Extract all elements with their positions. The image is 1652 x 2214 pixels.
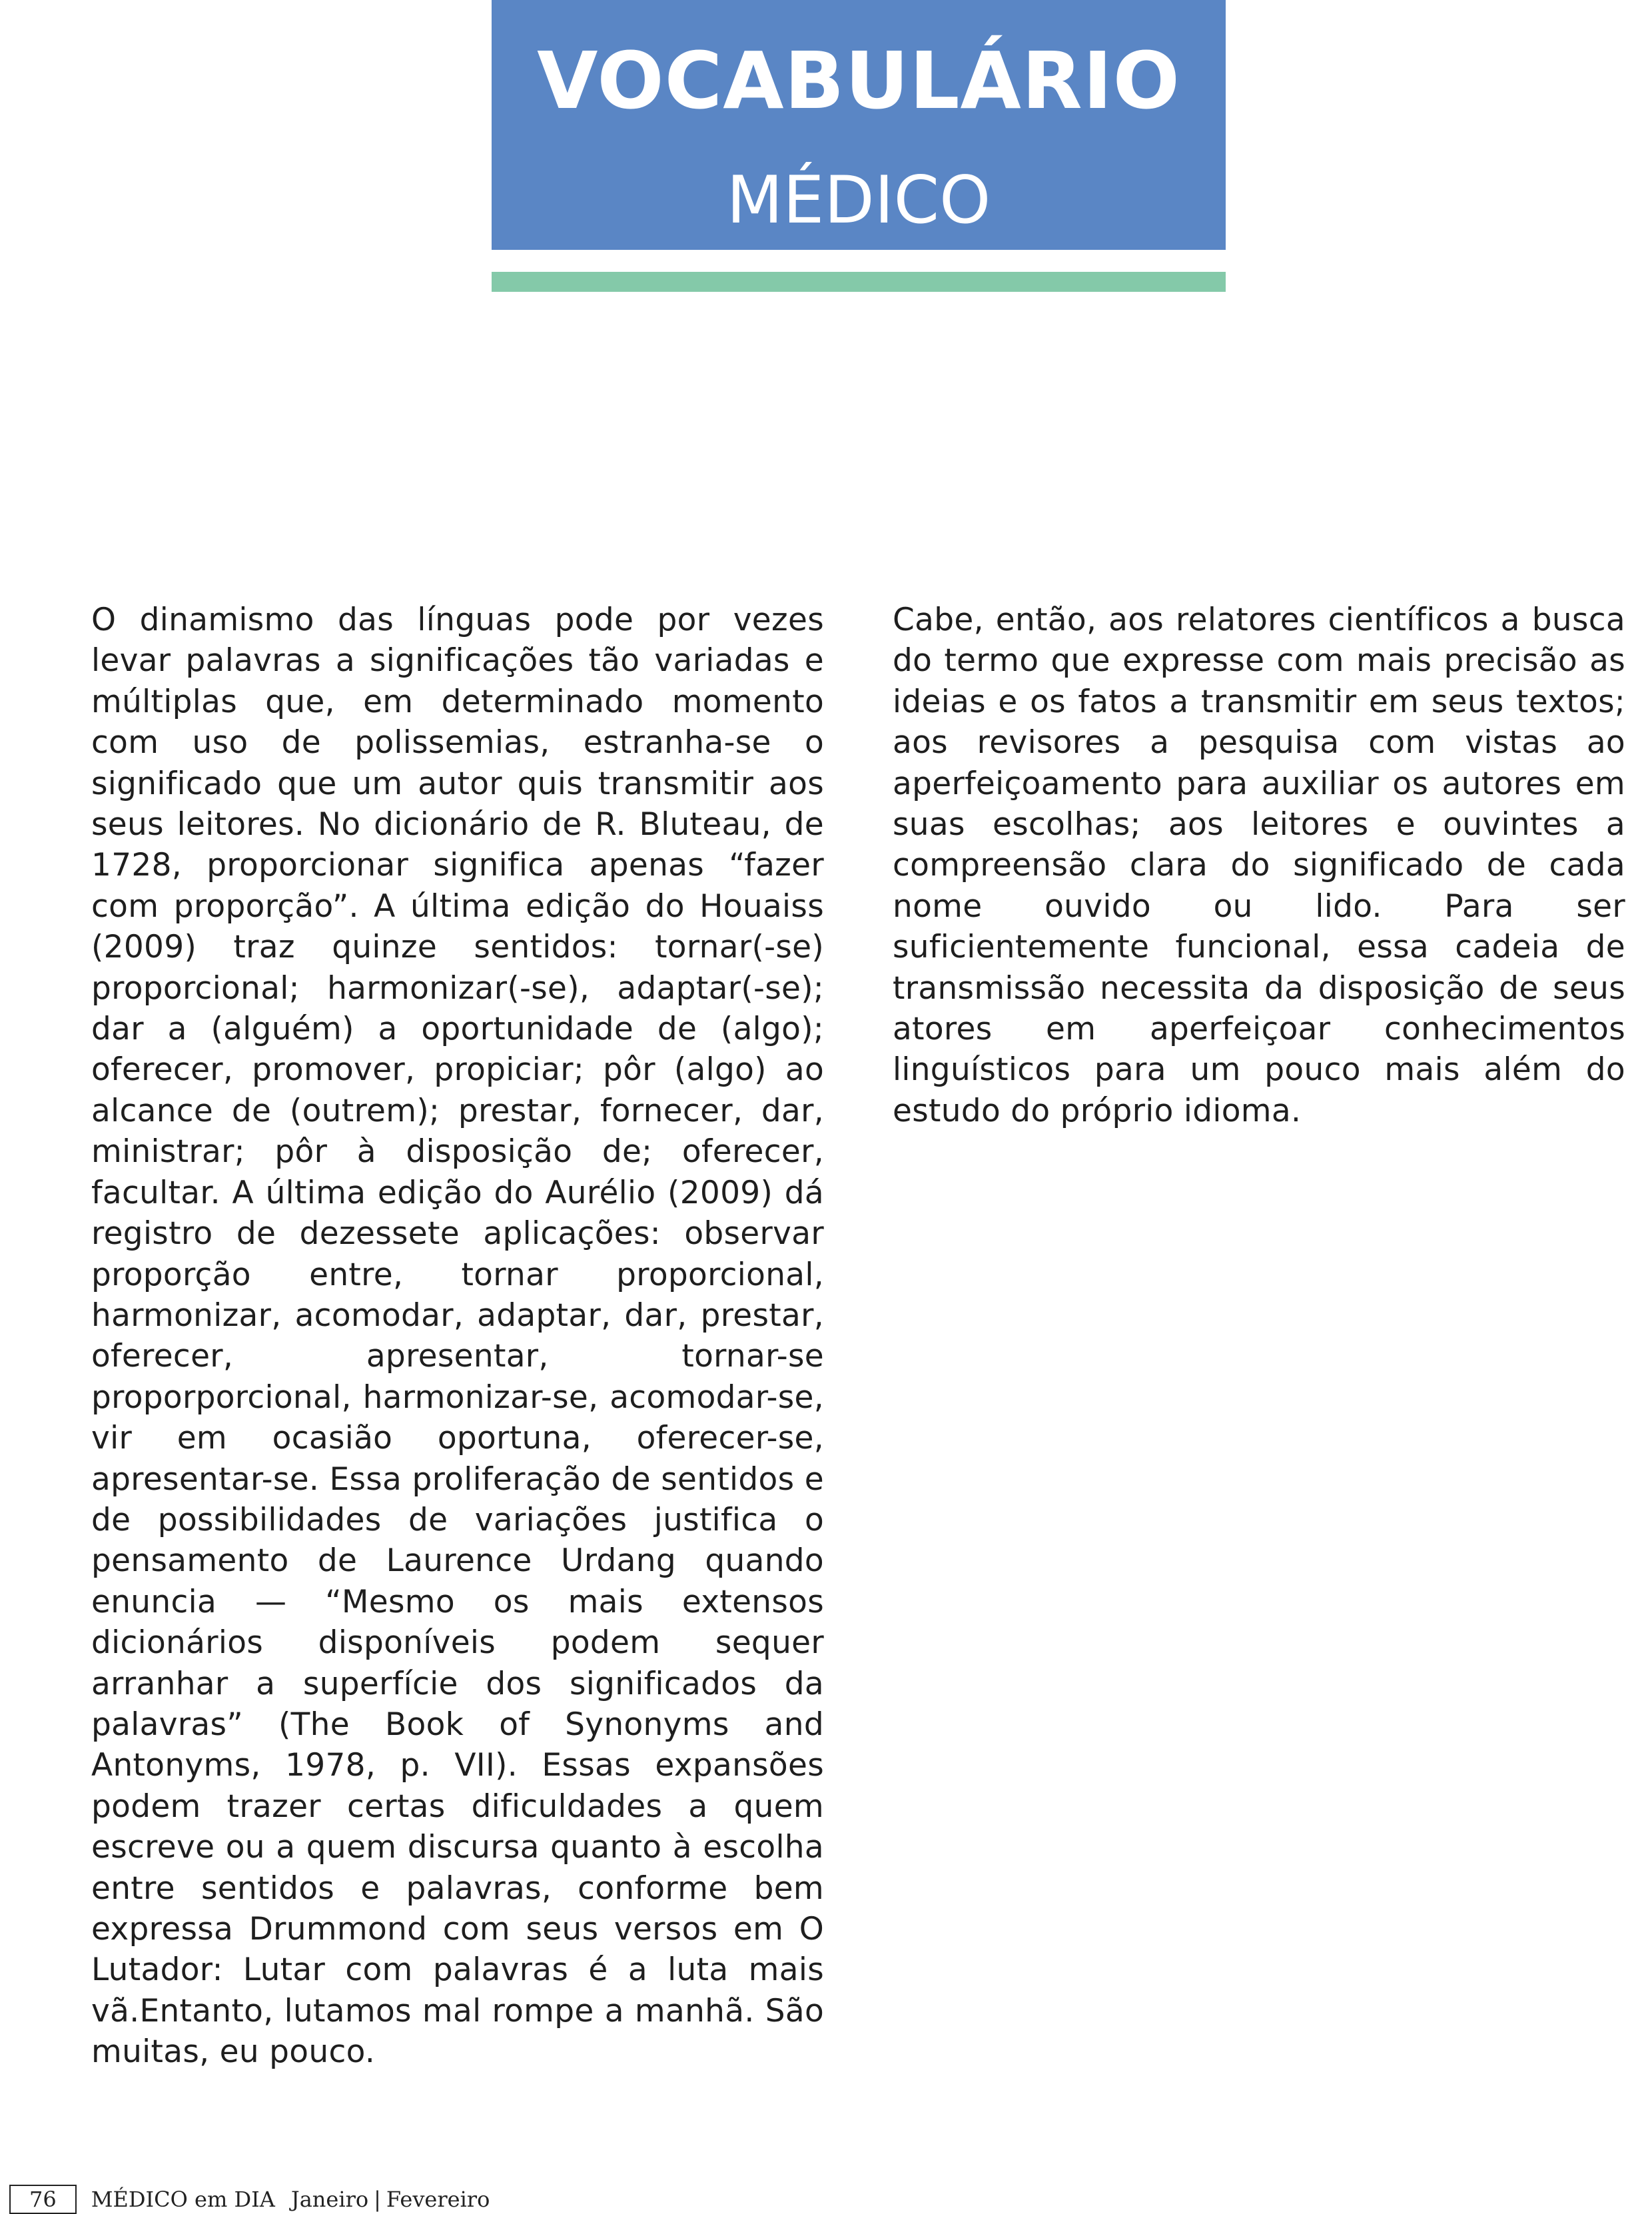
accent-rule <box>492 272 1226 292</box>
page-number: 76 <box>9 2185 77 2214</box>
issue-month-2: Fevereiro <box>386 2187 490 2212</box>
section-title-box <box>492 0 1226 250</box>
issue-month-1: Janeiro <box>290 2187 369 2212</box>
article-column-left: O dinamismo das línguas pode por vezes levar palavras a significações tão variadas e múltiplas que, em determinado momento com uso de polissemias, estranha-se o significado que um autor quis transmitir aos seus leitores. No dicionário de R. Bluteau, de 1728, proporcionar significa apenas “fazer com proporção”. A última edição do Houaiss (2009) traz quinze sentidos: tornar(-se) proporcional; harmonizar(-se), adaptar(-se); dar a (alguém) a oportunidade de (algo); oferecer, promover, propiciar; pôr (algo) ao alcance de (outrem); prestar, fornecer, dar, ministrar; pôr à disposição de; oferecer, facultar. A última edição do Aurélio (2009) dá registro de dezessete aplicações: observar proporção entre, tornar proporcional, harmonizar, acomodar, adaptar, dar, prestar, oferecer, apresentar, tornar-se proporporcional, harmonizar-se, acomodar-se, vir em ocasião oportuna, oferecer-se, apresentar-se. Essa proliferação de sentidos e de possibilidades de variações justifica o pensamento de Laurence Urdang quando enuncia — “Mesmo os mais extensos dicionários disponíveis podem sequer arranhar a superfície dos significados da palavras” (The Book of Synonyms and Antonyms, 1978, p. VII). Essas expansões podem trazer certas dificuldades a quem escreve ou a quem discursa quanto à escolha entre sentidos e palavras, conforme bem expressa Drummond com seus versos em O Lutador: Lutar com palavras é a luta mais vã.Entanto, lutamos mal rompe a manhã. São muitas, eu pouco. <box>91 602 824 2071</box>
page-footer <box>9 2185 490 2213</box>
section-subtitle: MÉDICO <box>726 163 991 239</box>
magazine-name: MÉDICO em DIA <box>91 2187 275 2212</box>
article-column-right: Cabe, então, aos relatores científicos a busca do termo que expresse com mais precisão as ideias e os fatos a transmitir em seus textos; aos revisores a pesquisa com vistas ao aperfeiçoamento para auxiliar os autores em suas escolhas; aos leitores e ouvintes a compreensão clara do significado de cada nome ouvido ou lido. Para ser suficientemente funcional, essa cadeia de transmissão necessita da disposição de seus atores em aperfeiçoar conhecimentos linguísticos para um pouco mais além do estudo do próprio idioma. <box>893 602 1625 1129</box>
section-title: VOCABULÁRIO <box>537 35 1180 127</box>
issue-separator: | <box>374 2187 381 2212</box>
